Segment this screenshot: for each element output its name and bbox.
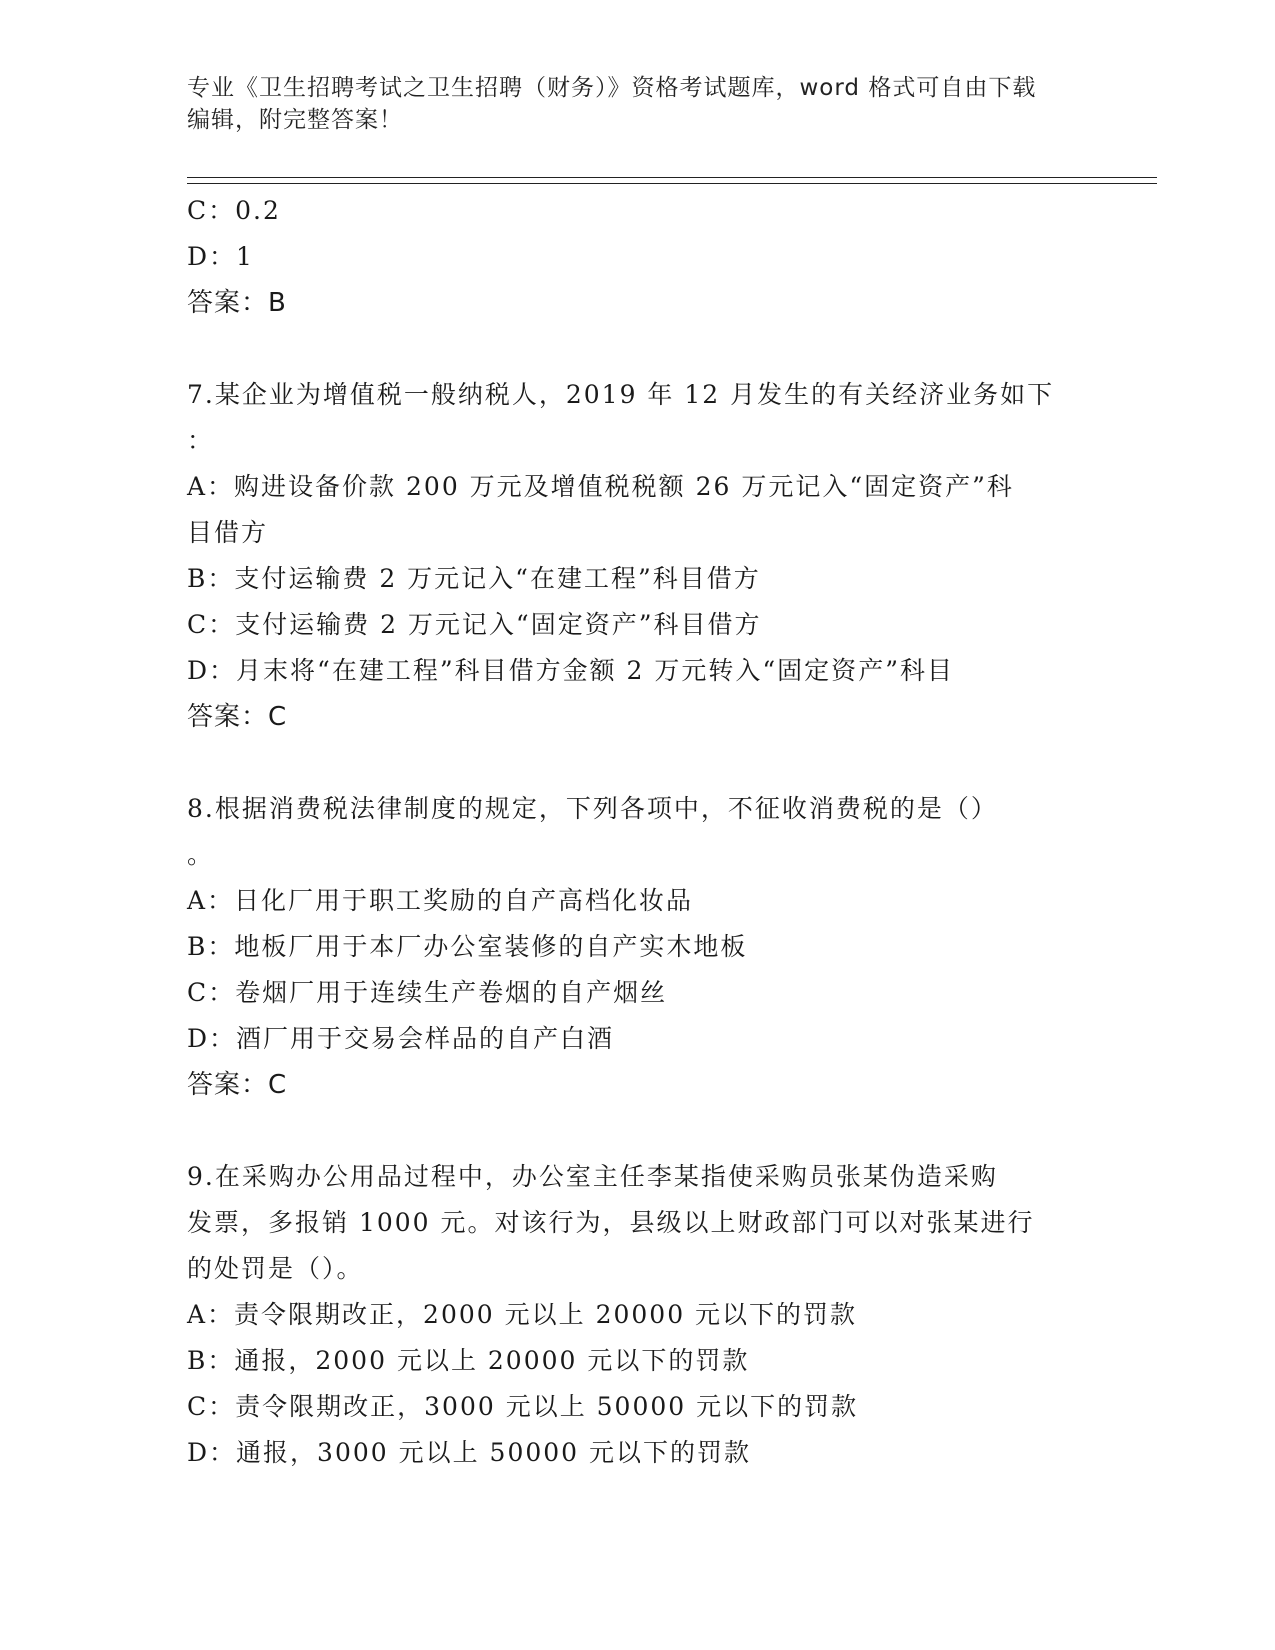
option-d: D：通报，3000 元以上 50000 元以下的罚款: [187, 1438, 752, 1467]
option-b: B：通报，2000 元以上 20000 元以下的罚款: [187, 1346, 750, 1375]
spacer: [187, 326, 1087, 372]
option-c: C：0.2: [187, 196, 281, 225]
option-c: C：责令限期改正，3000 元以上 50000 元以下的罚款: [187, 1392, 859, 1421]
question-stem-cont: 的处罚是（）。: [187, 1254, 364, 1283]
header-rule-top: [187, 177, 1157, 178]
option-b: B：支付运输费 2 万元记入“在建工程”科目借方: [187, 564, 761, 593]
header-line-2: 编辑，附完整答案！: [187, 107, 403, 133]
document-header: [187, 72, 1087, 136]
option-a-cont: 目借方: [187, 518, 269, 547]
question-stem-cont: 。: [187, 840, 215, 869]
header-line-1: 专业《卫生招聘考试之卫生招聘（财务）》资格考试题库，word 格式可自由下载: [187, 75, 1037, 101]
question-stem: 8.根据消费税法律制度的规定，下列各项中，不征收消费税的是（）: [187, 794, 998, 823]
question-stem: 7.某企业为增值税一般纳税人，2019 年 12 月发生的有关经济业务如下: [187, 380, 1055, 409]
option-a: A：日化厂用于职工奖励的自产高档化妆品: [187, 886, 694, 915]
header-rule-bottom: [187, 183, 1157, 184]
question-8: [187, 786, 1087, 1108]
option-c: C：卷烟厂用于连续生产卷烟的自产烟丝: [187, 978, 668, 1007]
option-b: B：地板厂用于本厂办公室装修的自产实木地板: [187, 932, 748, 961]
answer: 答案：C: [187, 1070, 288, 1100]
document-body: [187, 188, 1087, 1476]
prev-question: [187, 188, 1087, 326]
question-stem: 9.在采购办公用品过程中，办公室主任李某指使采购员张某伪造采购: [187, 1162, 998, 1191]
option-a: A：购进设备价款 200 万元及增值税税额 26 万元记入“固定资产”科: [187, 472, 1014, 501]
option-c: C：支付运输费 2 万元记入“固定资产”科目借方: [187, 610, 762, 639]
question-9: [187, 1154, 1087, 1476]
option-d: D：月末将“在建工程”科目借方金额 2 万元转入“固定资产”科目: [187, 656, 954, 685]
question-7: [187, 372, 1087, 740]
question-stem-cont: ：: [187, 426, 215, 455]
question-stem-cont: 发票，多报销 1000 元。对该行为，县级以上财政部门可以对张某进行: [187, 1208, 1035, 1237]
answer: 答案：C: [187, 702, 288, 732]
option-d: D：酒厂用于交易会样品的自产白酒: [187, 1024, 615, 1053]
option-d: D：1: [187, 242, 254, 271]
answer: 答案：B: [187, 288, 287, 318]
spacer: [187, 1108, 1087, 1154]
option-a: A：责令限期改正，2000 元以上 20000 元以下的罚款: [187, 1300, 858, 1329]
spacer: [187, 740, 1087, 786]
